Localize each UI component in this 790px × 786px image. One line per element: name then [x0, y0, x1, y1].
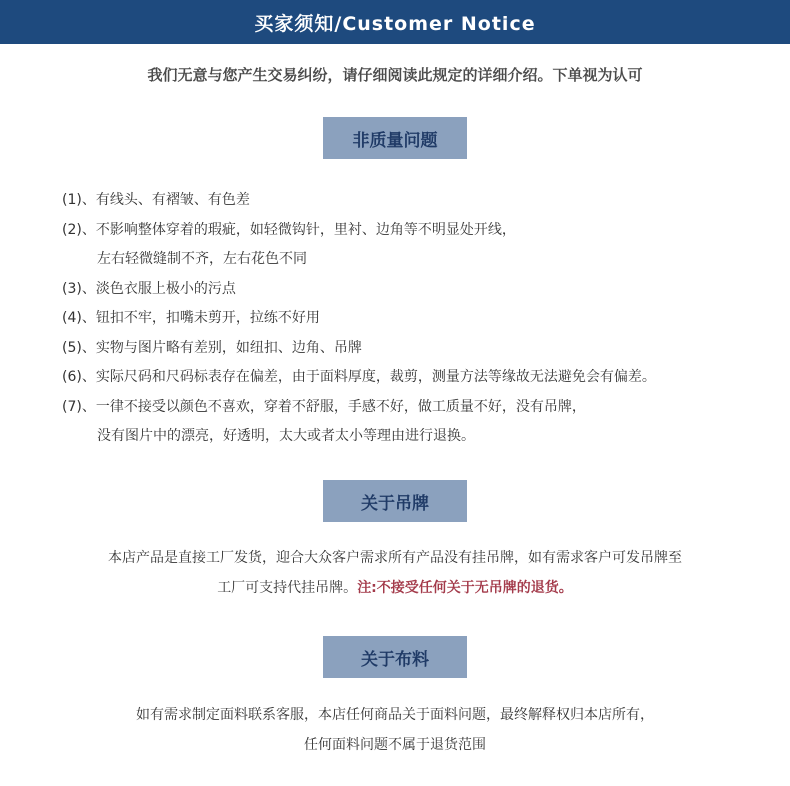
list-item-continuation: 没有图片中的漂亮，好透明，太大或者太小等理由进行退换。 — [97, 428, 475, 444]
list-item: (5)、实物与图片略有差别，如纽扣、边角、吊牌 — [62, 339, 362, 356]
section-title-non-quality: 非质量问题 — [323, 117, 467, 159]
tags-line-2-text: 工厂可支持代挂吊牌。 — [217, 580, 358, 596]
tags-paragraph — [0, 543, 790, 603]
list-item: (1)、有线头、有褶皱、有色差 — [62, 192, 250, 208]
tags-line-2 — [0, 573, 790, 603]
section-title-tags: 关于吊牌 — [323, 480, 467, 522]
list-item: (3)、淡色衣服上极小的污点 — [62, 280, 236, 297]
list-item-continuation: 左右轻微缝制不齐，左右花色不同 — [97, 251, 307, 267]
list-item: (4)、钮扣不牢，扣嘴未剪开，拉练不好用 — [62, 310, 320, 326]
header-bar — [0, 0, 790, 44]
tags-line-1: 本店产品是直接工厂发货，迎合大众客户需求所有产品没有挂吊牌，如有需求客户可发吊牌至 — [108, 550, 682, 566]
list-item: (7)、一律不接受以颜色不喜欢，穿着不舒服，手感不好，做工质量不好，没有吊牌， — [62, 398, 586, 415]
fabric-line-1: 如有需求制定面料联系客服，本店任何商品关于面料问题，最终解释权归本店所有， — [136, 707, 654, 723]
tags-warning: 注:不接受任何关于无吊牌的退货。 — [357, 580, 573, 596]
section-title-fabric: 关于布料 — [323, 636, 467, 678]
notice-subtitle: 我们无意与您产生交易纠纷，请仔细阅读此规定的详细介绍。下单视为认可 — [147, 66, 643, 84]
list-item: (6)、实际尺码和尺码标表存在偏差，由于面料厚度，裁剪，测量方法等缘故无法避免会有偏差。 — [62, 369, 656, 385]
fabric-line-2: 任何面料问题不属于退货范围 — [304, 737, 486, 753]
page-title: 买家须知/Customer Notice — [254, 12, 536, 35]
fabric-paragraph — [0, 700, 790, 760]
list-item: (2)、不影响整体穿着的瑕疵，如轻微钩针，里衬、边角等不明显处开线， — [62, 221, 516, 238]
non-quality-list — [62, 186, 762, 452]
